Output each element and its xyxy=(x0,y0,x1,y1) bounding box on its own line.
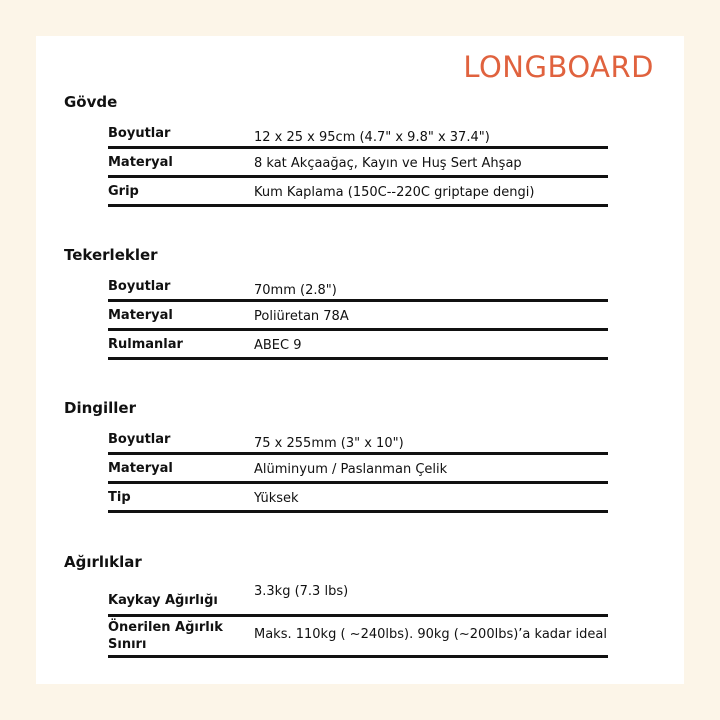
section-title: Dingiller xyxy=(64,399,137,417)
row-value: 8 kat Akçaağaç, Kayın ve Huş Sert Ahşap xyxy=(254,156,522,171)
table-row xyxy=(108,120,608,149)
spec-table xyxy=(108,273,608,360)
table-row xyxy=(108,302,608,331)
row-value: Alüminyum / Paslanman Çelik xyxy=(254,462,448,477)
row-label: Materyal xyxy=(108,308,173,323)
row-label: Grip xyxy=(108,184,139,199)
row-value: 70mm (2.8") xyxy=(254,283,337,298)
row-value: 3.3kg (7.3 lbs) xyxy=(254,584,349,599)
table-row xyxy=(108,178,608,207)
row-value: 12 x 25 x 95cm (4.7" x 9.8" x 37.4") xyxy=(254,130,490,145)
row-label: Materyal xyxy=(108,155,173,170)
section-dingiller xyxy=(64,398,608,513)
table-row xyxy=(108,580,608,617)
row-label: Materyal xyxy=(108,461,173,476)
row-label: Boyutlar xyxy=(108,279,171,294)
table-row xyxy=(108,617,608,658)
row-label: Tip xyxy=(108,490,131,505)
row-label: Rulmanlar xyxy=(108,337,183,352)
section-title: Tekerlekler xyxy=(64,246,158,264)
spec-table xyxy=(108,426,608,513)
table-row xyxy=(108,273,608,302)
table-row xyxy=(108,484,608,513)
row-value: Yüksek xyxy=(254,491,299,506)
section-title: Ağırlıklar xyxy=(64,553,142,571)
row-label: Boyutlar xyxy=(108,126,171,141)
row-value: Poliüretan 78A xyxy=(254,309,349,324)
spec-table xyxy=(108,120,608,207)
row-label: Kaykay Ağırlığı xyxy=(108,593,218,608)
row-value: Maks. 110kg ( ~240lbs). 90kg (~200lbs)’a kadar ideal xyxy=(254,627,607,642)
section-title: Gövde xyxy=(64,93,118,111)
section-tekerlekler xyxy=(64,245,608,360)
table-row xyxy=(108,455,608,484)
row-value: 75 x 255mm (3" x 10") xyxy=(254,436,404,451)
brand-title: LONGBOARD xyxy=(463,50,654,84)
row-label: Boyutlar xyxy=(108,432,171,447)
table-row xyxy=(108,426,608,455)
section-agirliklar xyxy=(64,552,608,658)
row-label: Önerilen Ağırlık Sınırı xyxy=(108,620,223,652)
row-value: ABEC 9 xyxy=(254,338,302,353)
section-govde xyxy=(64,92,608,207)
table-row xyxy=(108,149,608,178)
spec-table xyxy=(108,580,608,658)
table-row xyxy=(108,331,608,360)
row-value: Kum Kaplama (150C--220C griptape dengi) xyxy=(254,185,535,200)
spec-sheet xyxy=(36,36,684,684)
